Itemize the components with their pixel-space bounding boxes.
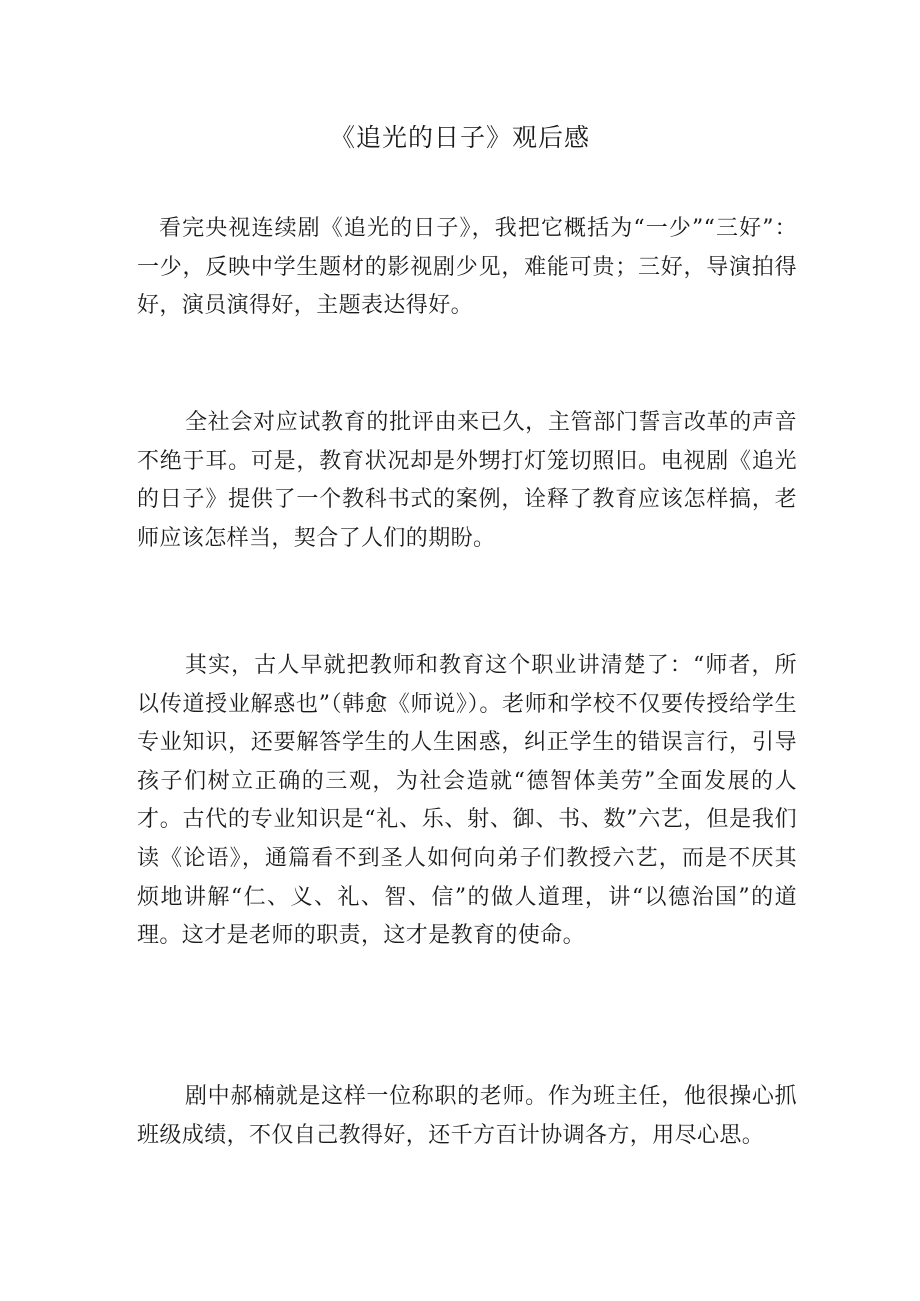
document-title: 《追光的日子》观后感 (329, 123, 590, 152)
paragraph-4: 剧中郝楠就是这样一位称职的老师。作为班主任，他很操心抓班级成绩，不仅自己教得好，还千方百计协调各方，用尽心思。 (137, 1084, 797, 1148)
paragraph-3: 其实，古人早就把教师和教育这个职业讲清楚了：“师者，所以传道授业解惑也”（韩愈《师说》）。老师和学校不仅要传授给学生专业知识，还要解答学生的人生困惑，纠正学生的错误言行，引导孩子们树立正确的三观，为社会造就“德智体美劳”全面发展的人才。古代的专业知识是“礼、乐、射、御、书、数”六艺，但是我们读《论语》，通篇看不到圣人如何向弟子们教授六艺，而是不厌其烦地讲解“仁、义、礼、智、信”的做人道理，讲“以德治国”的道理。这才是老师的职责，这才是教育的使命。 (137, 653, 797, 949)
paragraph-1: 看完央视连续剧《追光的日子》，我把它概括为“一少”“三好”：一少，反映中学生题材的影视剧少见，难能可贵；三好，导演拍得好，演员演得好，主题表达得好。 (137, 216, 797, 319)
paragraph-2: 全社会对应试教育的批评由来已久，主管部门誓言改革的声音不绝于耳。可是，教育状况却是外甥打灯笼切照旧。电视剧《追光的日子》提供了一个教科书式的案例，诠释了教育应该怎样搞，老师应该怎样当，契合了人们的期盼。 (137, 410, 797, 551)
